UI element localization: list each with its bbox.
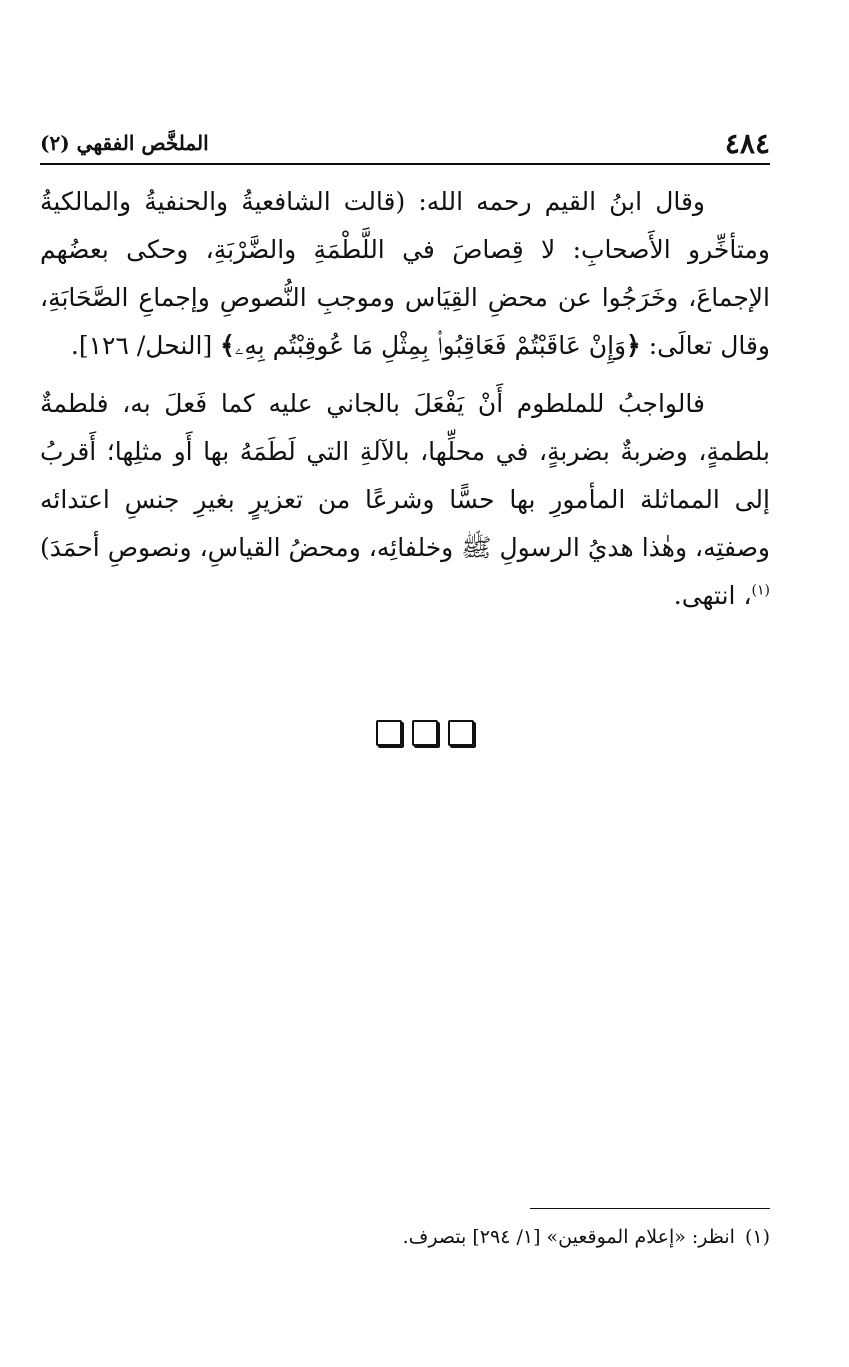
main-text — [40, 178, 770, 620]
ayah-open-bracket: ﴿ — [626, 331, 641, 360]
hollow-square-ornament-icon — [412, 720, 438, 746]
footnote-text: انظر: «إعلام الموقعين» [١/ ٢٩٤] بتصرف. — [402, 1226, 735, 1248]
paragraph-ending: ، انتهى. — [673, 581, 752, 610]
quran-verse: وَإِنْ عَاقَبْتُمْ فَعَاقِبُوا۟ بِمِثْلِ مَا عُوقِبْتُم بِهِۦ — [234, 331, 627, 360]
footnote-number: (١) — [744, 1226, 770, 1248]
page-header — [40, 123, 770, 165]
verse-citation: [النحل/ ١٢٦]. — [70, 331, 213, 360]
page-number: ٤٨٤ — [724, 126, 770, 160]
footnote — [40, 1222, 770, 1252]
section-separator — [0, 720, 849, 746]
running-title: الملخَّص الفقهي (٢) — [40, 131, 209, 155]
footnote-reference[interactable]: (١) — [751, 582, 770, 599]
paragraph-text: فالواجبُ للملطوم أَنْ يَفْعَلَ بالجاني عليه كما فَعلَ به، فلطمةٌ بلطمةٍ، وضربةٌ بضربةٍ، في محلِّها، بالآلةِ التي لَطَمَهُ بها أَو مثلِها؛ أَقربُ إلى المماثلة المأمورِ بها حسًّا وشرعًا من تعزيرٍ بغيرِ جنسِ اعتدائه وصفتِه، وهٰذا هديُ الرسولِ ﷺ وخلفائِه، ومحضُ القياسِ، ونصوصِ أحمَدَ) — [40, 389, 770, 562]
quote-text: وقال ابنُ القيم رحمه الله: (قالت الشافعيةُ والحنفيةُ والمالكيةُ ومتأخِّرو الأَصحابِ: لا قِصاصَ في اللَّطْمَةِ والضَّرْبَةِ، وحكى بعضُهم الإجماعَ، وخَرَجُوا عن محضِ القِيَاس وموجبِ النُّصوصِ وإجماعِ الصَّحَابَةِ، وقال تعالَى: — [40, 187, 770, 360]
paragraph-ibn-al-qayyim-quote — [40, 178, 770, 370]
hollow-square-ornament-icon — [376, 720, 402, 746]
footnote-divider — [530, 1208, 770, 1209]
ayah-close-bracket: ﴾ — [220, 331, 235, 360]
hollow-square-ornament-icon — [448, 720, 474, 746]
paragraph-obligation — [40, 380, 770, 620]
